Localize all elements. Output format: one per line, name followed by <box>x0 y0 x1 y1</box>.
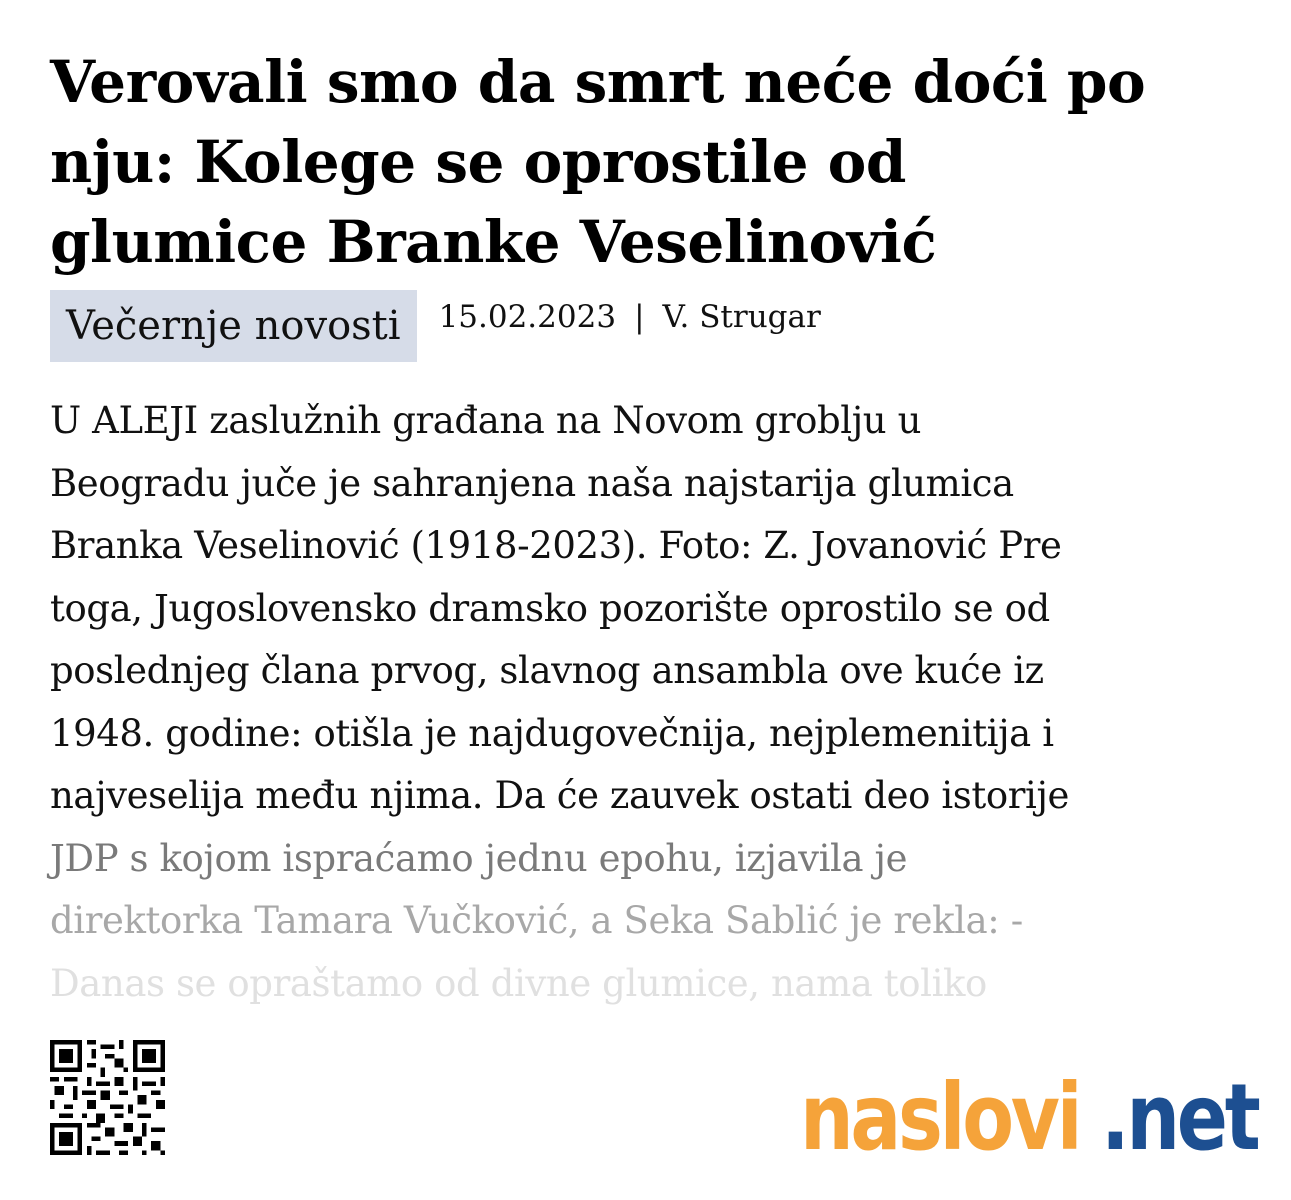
article-body <box>50 390 1170 1015</box>
body-line: najveselija među njima. Da će zauvek ostati deo istorije <box>50 774 1070 817</box>
body-line: direktorka Tamara Vučković, a Seka Sablić je rekla: - <box>50 899 1023 942</box>
body-line: U ALEJI zaslužnih građana na Novom groblju u <box>50 399 922 442</box>
qr-code-icon[interactable] <box>50 1040 165 1155</box>
body-line: Danas se opraštamo od divne glumice, nama toliko <box>50 961 987 1005</box>
body-line: toga, Jugoslovensko dramsko pozorište oprostilo se od <box>50 586 1050 630</box>
article-date: 15.02.2023 <box>438 299 617 335</box>
source-badge[interactable]: Večernje novosti <box>50 290 417 362</box>
body-line: 1948. godine: otišla je najdugovečnija, nejplemenitija i <box>50 711 1054 755</box>
meta-separator: | <box>634 299 645 335</box>
body-line: Beogradu juče je sahranjena naša najstarija glumica <box>50 461 1014 505</box>
article-meta <box>50 290 821 362</box>
article-author: V. Strugar <box>662 299 821 335</box>
meta-line <box>439 299 821 335</box>
body-line: JDP s kojom ispraćamo jednu epohu, izjavila je <box>50 836 908 880</box>
naslovi-logo[interactable] <box>800 1064 1291 1171</box>
body-line: poslednjeg člana prvog, slavnog ansambla ove kuće iz <box>50 649 1044 692</box>
body-line: Branka Veselinović (1918-2023). Foto: Z. Jovanović Pre <box>50 524 1062 567</box>
logo-part-net: .net <box>1100 1064 1258 1171</box>
article-title: Verovali smo da smrt neće doći po nju: Kolege se oprostile od glumice Branke Veselinović <box>50 48 1146 276</box>
logo-part-naslovi: naslovi <box>800 1064 1080 1171</box>
